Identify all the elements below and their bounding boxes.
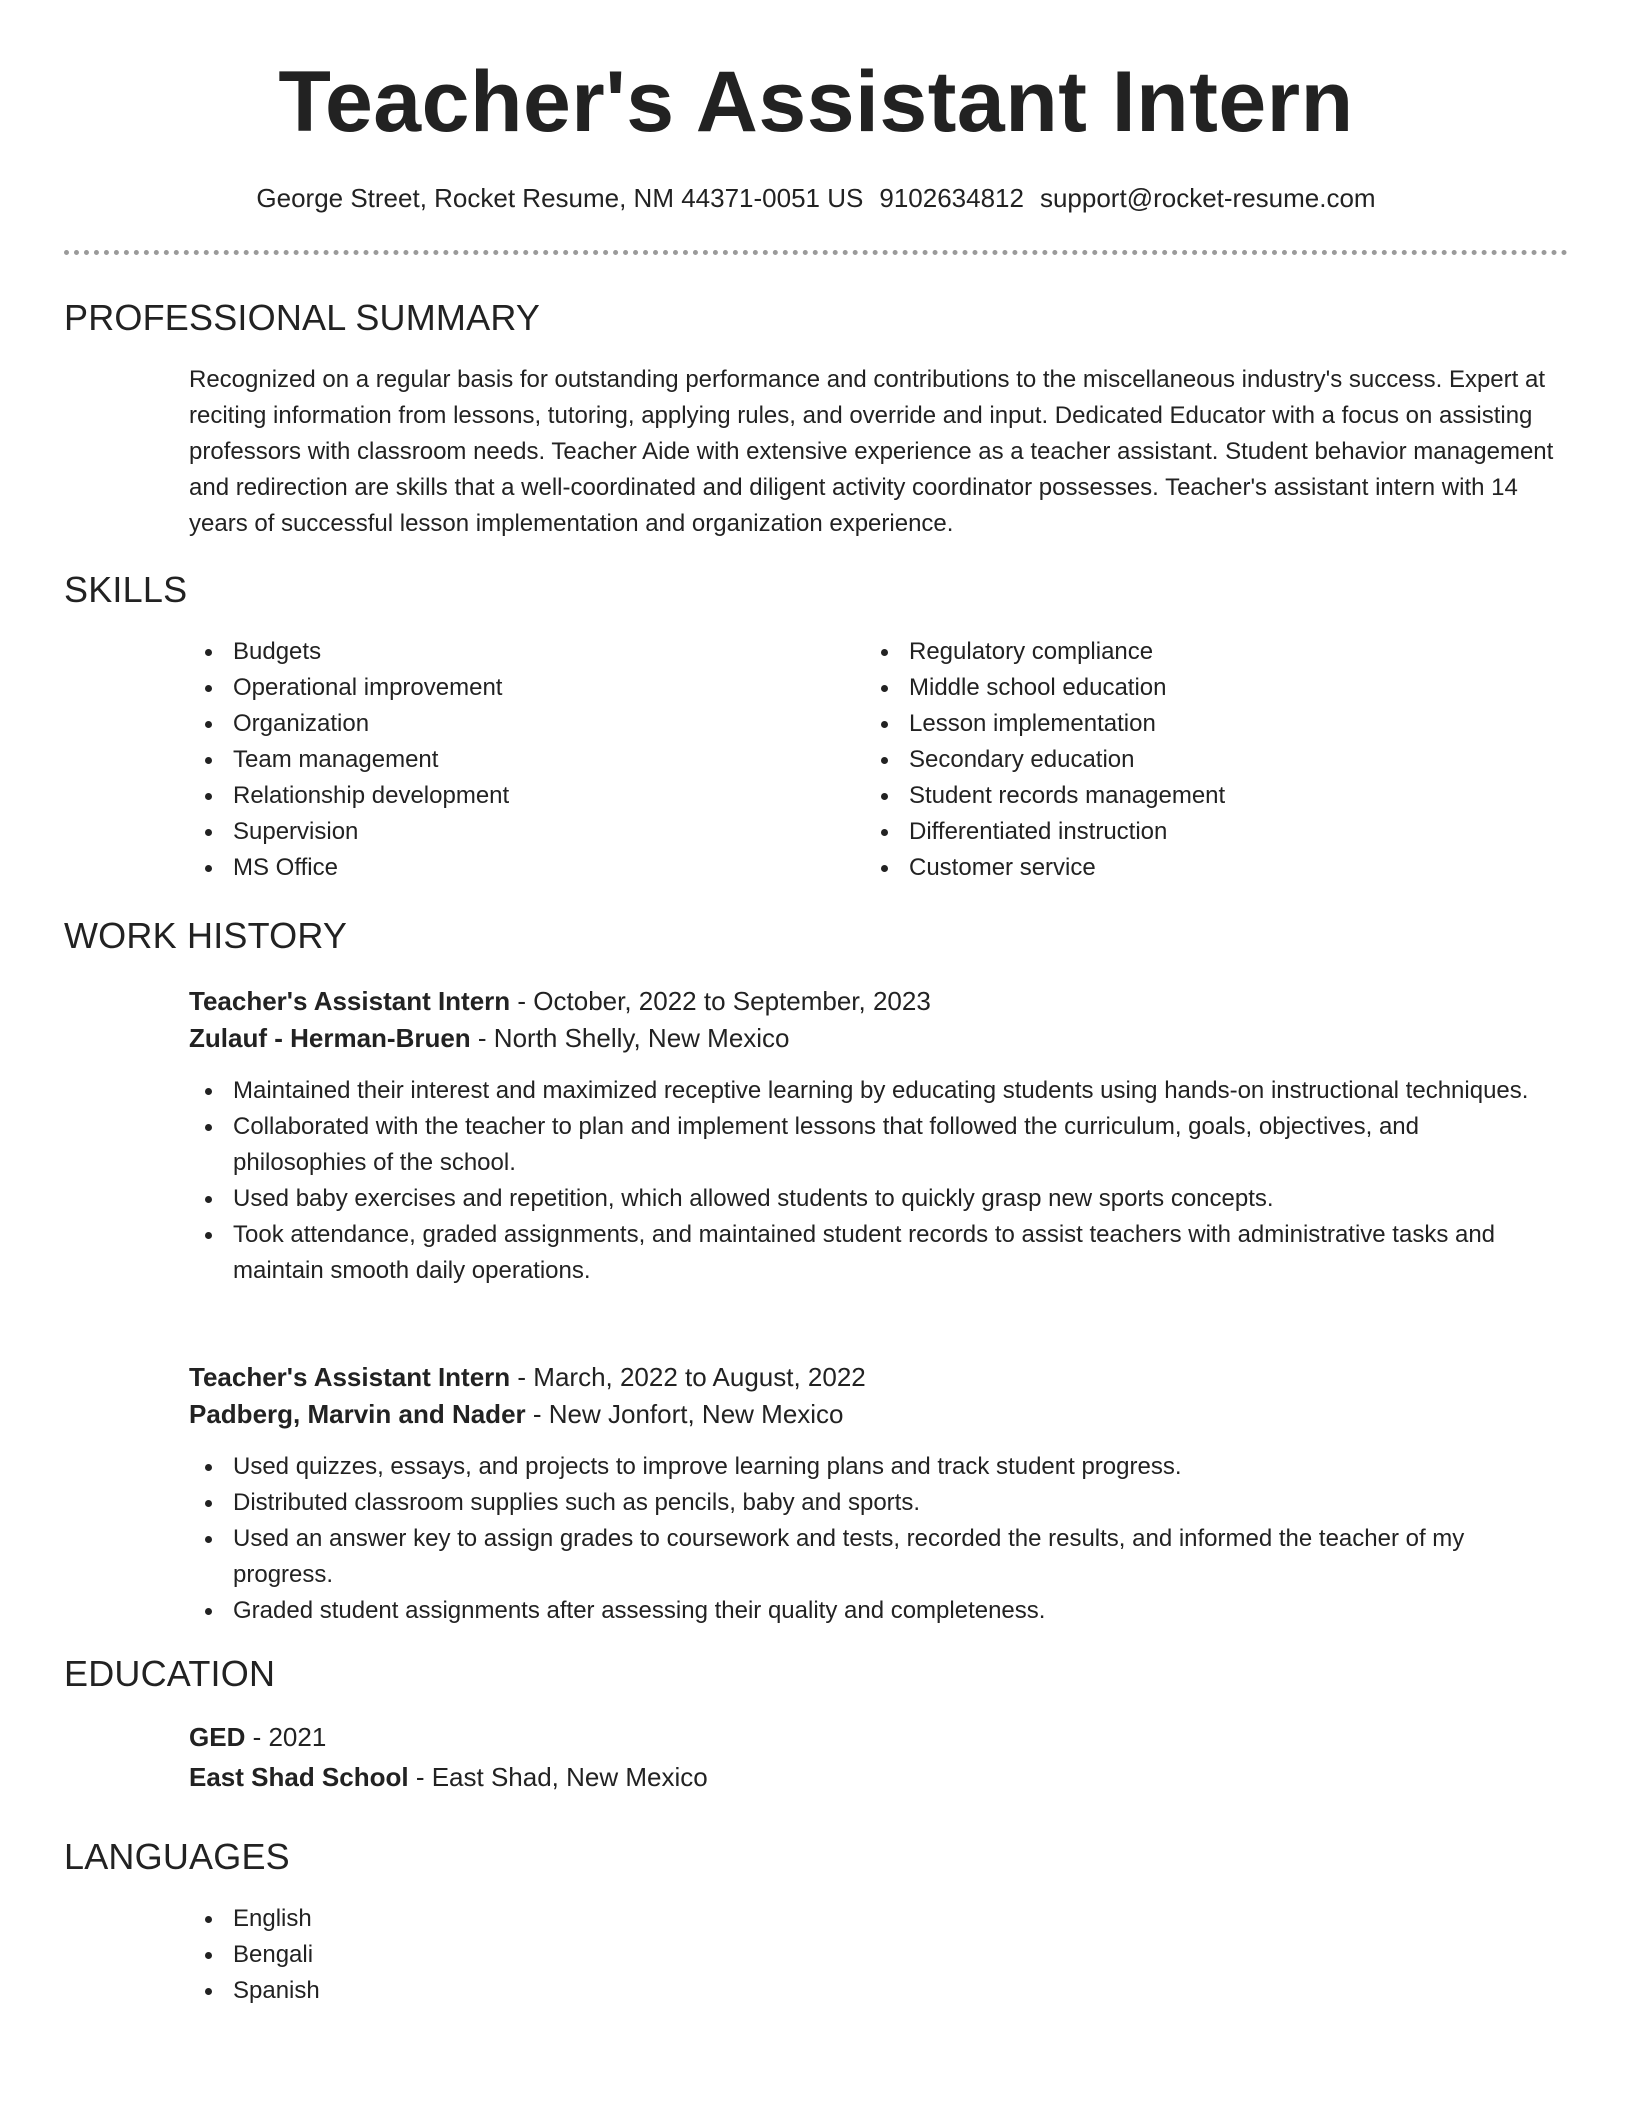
duty-item: Took attendance, graded assignments, and maintained student records to assist teachers with administrative tasks and maintain smooth daily operations. — [189, 1217, 1559, 1289]
duty-item: Used quizzes, essays, and projects to improve learning plans and track student progress. — [189, 1449, 1559, 1485]
skill-item: Student records management — [865, 778, 1545, 814]
job-1-company-line — [189, 1020, 1559, 1056]
skill-item: Organization — [189, 706, 829, 742]
job-2-dates: - March, 2022 to August, 2022 — [510, 1362, 866, 1392]
education-location: - East Shad, New Mexico — [408, 1762, 708, 1792]
job-2-location: - New Jonfort, New Mexico — [525, 1399, 844, 1429]
skills-list-right — [865, 634, 1545, 886]
duty-item: Distributed classroom supplies such as pencils, baby and sports. — [189, 1485, 1559, 1521]
language-item: Bengali — [189, 1937, 829, 1973]
job-2-duties — [189, 1449, 1559, 1629]
duty-item: Collaborated with the teacher to plan and implement lessons that followed the curriculum, goals, objectives, and philosophies of the school. — [189, 1109, 1559, 1181]
duty-item: Maintained their interest and maximized receptive learning by educating students using hands-on instructional techniques. — [189, 1073, 1559, 1109]
skill-item: Operational improvement — [189, 670, 829, 706]
job-1-duties — [189, 1073, 1559, 1289]
language-item: Spanish — [189, 1973, 829, 2009]
education-heading: EDUCATION — [64, 1653, 276, 1694]
duty-item: Graded student assignments after assessing their quality and completeness. — [189, 1593, 1559, 1629]
job-2-company-line — [189, 1396, 1559, 1432]
job-2-title-line — [189, 1359, 1559, 1395]
skill-item: Regulatory compliance — [865, 634, 1545, 670]
education-degree-line — [189, 1719, 1559, 1755]
duty-item: Used an answer key to assign grades to coursework and tests, recorded the results, and informed the teacher of my progress. — [189, 1521, 1559, 1593]
summary-text: Recognized on a regular basis for outstanding performance and contributions to the miscellaneous industry's success. Expert at reciting information from lessons, tutoring, applying rules, and override and input. Dedicated Educator with a focus on assisting professors with classroom needs. Teacher Aide with extensive experience as a teacher assistant. Student behavior management and redirection are skills that a well-coordinated and diligent activity coordinator possesses. Teacher's assistant intern with 14 years of successful lesson implementation and organization experience. — [189, 366, 1554, 537]
skill-item: Team management — [189, 742, 829, 778]
job-2-role: Teacher's Assistant Intern — [189, 1362, 511, 1392]
resume-name: Teacher's Assistant Intern — [278, 54, 1354, 150]
job-1-role: Teacher's Assistant Intern — [189, 986, 511, 1016]
skill-item: Differentiated instruction — [865, 814, 1545, 850]
contact-email: support@rocket-resume.com — [1039, 183, 1376, 213]
skill-item: Budgets — [189, 634, 829, 670]
contact-line — [0, 180, 1632, 216]
work-history-heading: WORK HISTORY — [64, 915, 348, 956]
skill-item: Secondary education — [865, 742, 1545, 778]
skill-item: Supervision — [189, 814, 829, 850]
skills-heading: SKILLS — [64, 569, 188, 610]
summary-heading: PROFESSIONAL SUMMARY — [64, 297, 541, 338]
job-1-title-line — [189, 983, 1559, 1019]
contact-phone: 9102634812 — [879, 183, 1024, 213]
job-2-company: Padberg, Marvin and Nader — [189, 1399, 526, 1429]
skill-item: Customer service — [865, 850, 1545, 886]
skill-item: Middle school education — [865, 670, 1545, 706]
language-item: English — [189, 1901, 829, 1937]
languages-list — [189, 1901, 829, 2009]
duty-item: Used baby exercises and repetition, which allowed students to quickly grasp new sports concepts. — [189, 1181, 1559, 1217]
education-degree: GED — [189, 1722, 246, 1752]
job-1-company: Zulauf - Herman-Bruen — [189, 1023, 471, 1053]
skills-list-left — [189, 634, 829, 886]
languages-heading: LANGUAGES — [64, 1836, 290, 1877]
education-school: East Shad School — [189, 1762, 409, 1792]
job-1-location: - North Shelly, New Mexico — [470, 1023, 790, 1053]
contact-address: George Street, Rocket Resume, NM 44371-0051 US — [256, 183, 864, 213]
skill-item: Lesson implementation — [865, 706, 1545, 742]
education-year: - 2021 — [245, 1722, 327, 1752]
skill-item: Relationship development — [189, 778, 829, 814]
job-1-dates: - October, 2022 to September, 2023 — [510, 986, 931, 1016]
skill-item: MS Office — [189, 850, 829, 886]
education-school-line — [189, 1759, 1559, 1795]
header-divider — [64, 250, 1568, 255]
